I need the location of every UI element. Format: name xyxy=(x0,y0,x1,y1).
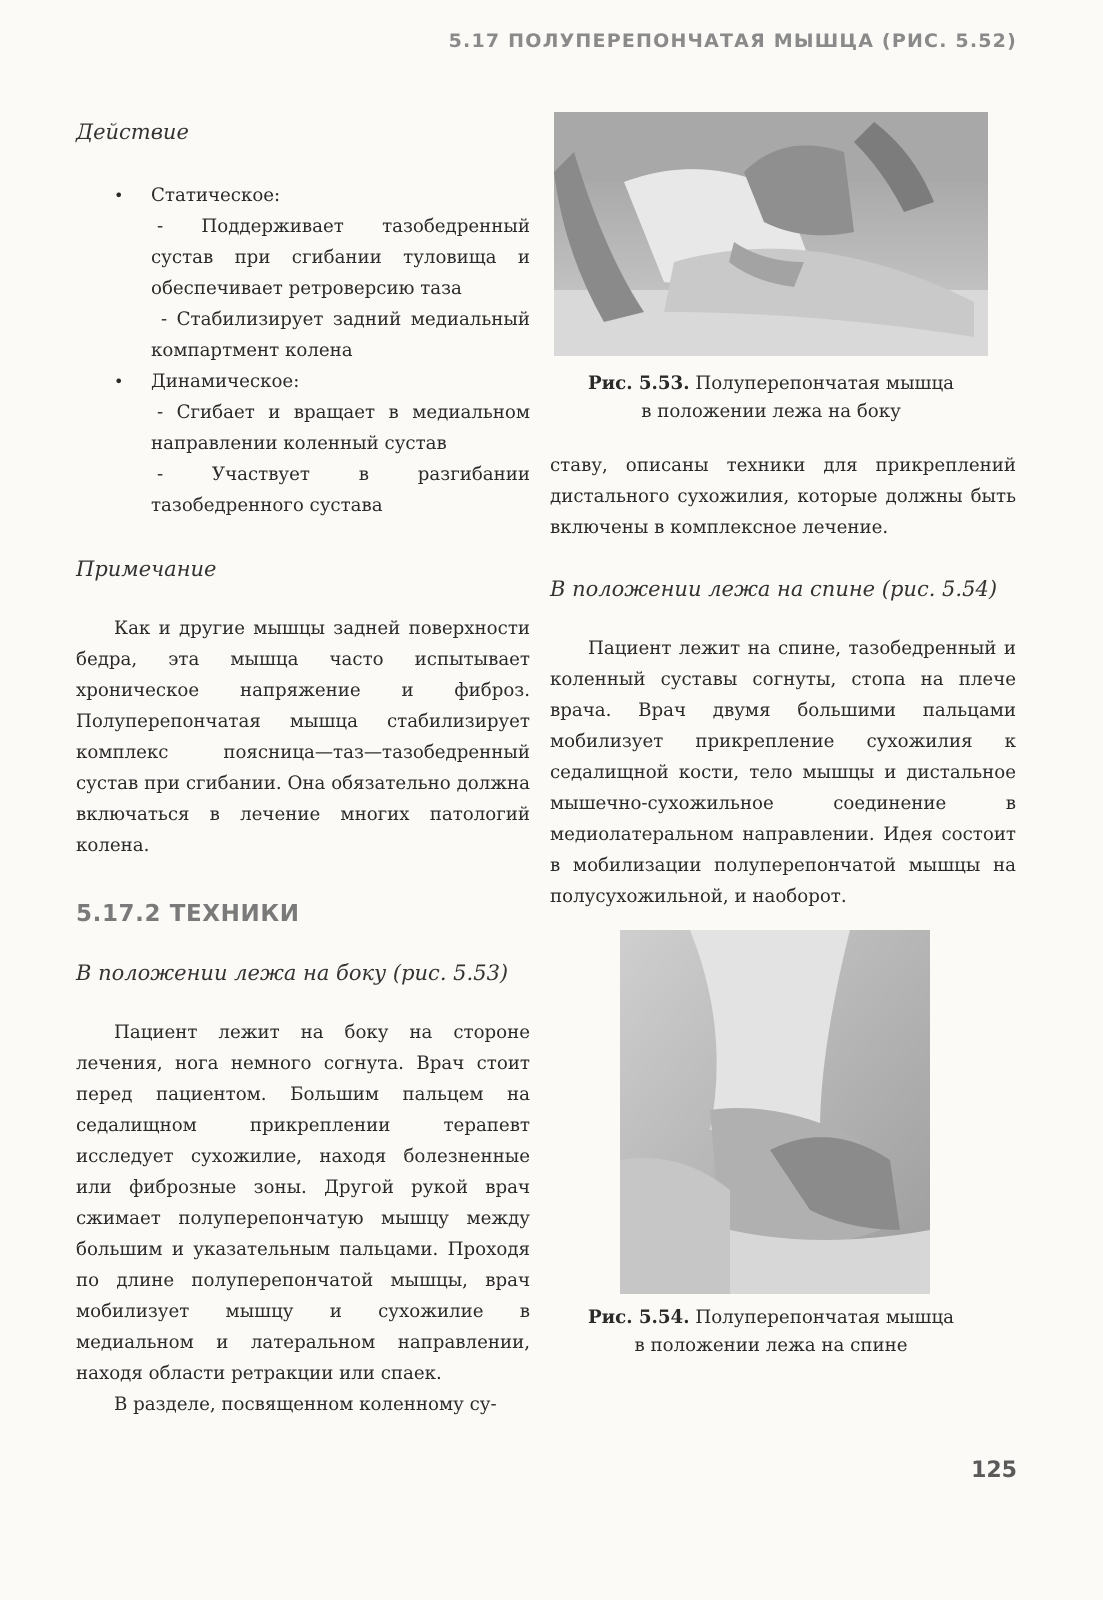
page-number: 125 xyxy=(971,1458,1017,1483)
figure-5-53-caption-a: Полуперепончатая мышца xyxy=(695,373,954,394)
figure-5-53-photo xyxy=(554,112,988,356)
action-heading: Действие xyxy=(76,120,189,144)
figure-5-54-caption-a: Полуперепончатая мышца xyxy=(695,1307,954,1328)
action-list xyxy=(76,180,530,521)
dynamic-label: Динамическое: xyxy=(151,371,300,392)
dynamic-sub-2: - Участвует в разгибании тазобедренного сустава xyxy=(151,464,530,516)
bullet-icon: • xyxy=(114,186,124,205)
static-label: Статическое: xyxy=(151,185,281,206)
figure-5-54-caption xyxy=(554,1304,988,1360)
figure-5-53-caption xyxy=(554,370,988,426)
supine-heading: В положении лежа на спине (рис. 5.54) xyxy=(550,577,998,601)
figure-5-54-photo xyxy=(620,930,930,1294)
figure-5-54-caption-b: в положении лежа на спине xyxy=(634,1335,908,1356)
supine-paragraph: Пациент лежит на спине, тазобедренный и коленный суставы согнуты, стопа на плече врача. Врач двумя большими пальцами мобилизует прикрепление сухожилия к седалищной кости, тело мышцы и дистальное мышечно-сухожильное соединение в медиолатеральном направлении. Идея состоит в мобилизации полуперепончатой мышцы на полусухожильной, и наоборот. xyxy=(550,638,1016,907)
note-heading: Примечание xyxy=(76,557,217,581)
continued-paragraph: ставу, описаны техники для прикреплений дистального сухожилия, которые должны быть включены в комплексное лечение. xyxy=(550,455,1016,538)
dynamic-item xyxy=(76,366,530,521)
supine-photo-icon xyxy=(620,930,930,1294)
side-lying-paragraph: Пациент лежит на боку на стороне лечения, нога немного согнута. Врач стоит перед пациентом. Большим пальцем на седалищном прикреплении терапевт исследует сухожилие, находя болезненные или фиброзные зоны. Другой рукой врач сжимает полуперепончатую мышцу между большим и указательным пальцами. Проходя по длине полуперепончатой мышцы, врач мобилизует мышцу и сухожилие в медиальном и латеральном направлении, находя области ретракции или спаек. xyxy=(76,1022,530,1384)
figure-5-54-label: Рис. 5.54. xyxy=(588,1307,690,1328)
note-paragraph: Как и другие мышцы задней поверхности бедра, эта мышца часто испытывает хроническое напряжение и фиброз. Полуперепончатая мышца стабилизирует комплекс поясница—таз—тазобедренный сустав при сгибании. Она обязательно должна включаться в лечение многих патологий колена. xyxy=(76,618,530,856)
right-column xyxy=(550,112,1016,1360)
section-heading: 5.17.2 ТЕХНИКИ xyxy=(76,901,300,927)
bullet-icon: • xyxy=(114,372,124,391)
dynamic-sub-1: - Сгибает и вращает в медиальном направлении коленный сустав xyxy=(151,402,530,454)
left-column xyxy=(76,118,530,1420)
side-lying-photo-icon xyxy=(554,112,988,356)
figure-5-53-label: Рис. 5.53. xyxy=(588,373,690,394)
side-lying-heading: В положении лежа на боку (рис. 5.53) xyxy=(76,961,509,985)
static-item xyxy=(76,180,530,366)
figure-5-53-caption-b: в положении лежа на боку xyxy=(641,401,901,422)
section-tail-paragraph: В разделе, посвященном коленному су- xyxy=(114,1394,497,1415)
static-sub-1: - Поддерживает тазобедренный сустав при сгибании туловища и обеспечивает ретроверсию таза xyxy=(151,216,530,299)
static-sub-2: - Стабилизирует задний медиальный компартмент колена xyxy=(151,309,530,361)
running-head: 5.17 ПОЛУПЕРЕПОНЧАТАЯ МЫШЦА (РИС. 5.52) xyxy=(448,30,1017,52)
